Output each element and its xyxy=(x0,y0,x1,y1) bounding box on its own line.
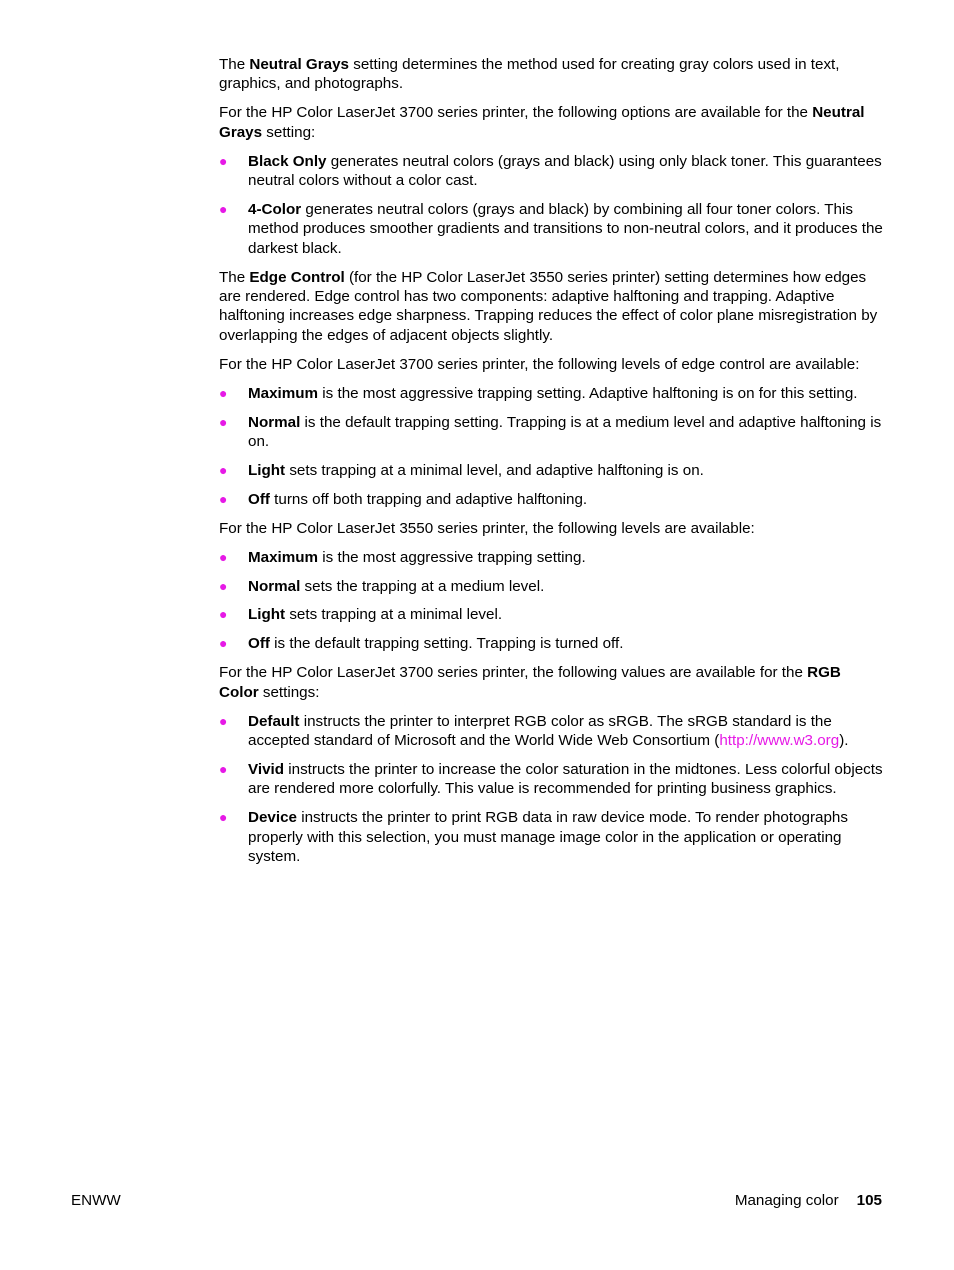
bullet-icon: ● xyxy=(219,577,228,594)
list-item xyxy=(219,808,883,866)
list-rgb-color-values xyxy=(219,712,883,867)
bullet-icon: ● xyxy=(219,461,228,478)
text: generates neutral colors (grays and black) by combining all four toner colors. This method produces smoother gradients and transitions to non-neutral colors, and it produces the darkest black. xyxy=(248,200,883,257)
term: Off xyxy=(248,635,270,653)
text: settings: xyxy=(258,683,320,701)
list-item xyxy=(219,577,883,596)
term: Off xyxy=(248,490,270,508)
bullet-icon: ● xyxy=(219,413,228,430)
term: Default xyxy=(248,712,300,730)
text: sets the trapping at a medium level. xyxy=(300,577,545,595)
text: (for the HP Color LaserJet 3550 series printer) setting determines how edges are rendered. Edge control has two components: adaptive halftoning and trapping. Adaptive halftoning increases edge sharpness. Trapping reduces the effect of color plane misregistration by overlapping the edges of adjacent objects slightly. xyxy=(219,268,878,344)
paragraph-3550-levels: For the HP Color LaserJet 3550 series printer, the following levels are available: xyxy=(219,519,755,537)
term: Vivid xyxy=(248,760,285,778)
text: instructs the printer to interpret RGB color as sRGB. The sRGB standard is the accepted standard of Microsoft and the World Wide Web Consortium ( xyxy=(248,712,832,749)
list-item xyxy=(219,413,883,452)
bullet-icon: ● xyxy=(219,384,228,401)
bullet-icon: ● xyxy=(219,760,228,777)
list-item xyxy=(219,605,883,624)
footer-right xyxy=(735,1192,882,1209)
bullet-icon: ● xyxy=(219,606,228,623)
paragraph-3700-edge-levels: For the HP Color LaserJet 3700 series printer, the following levels of edge control are available: xyxy=(219,355,860,373)
page-number: 105 xyxy=(856,1192,882,1209)
bullet-icon: ● xyxy=(219,152,228,169)
footer-enww: ENWW xyxy=(71,1192,121,1209)
paragraph-neutral-grays-options xyxy=(219,103,883,142)
list-item xyxy=(219,712,883,751)
term: Light xyxy=(248,606,286,624)
term: Normal xyxy=(248,413,301,431)
term-rgb-color: RGB Color xyxy=(219,664,841,701)
term: Light xyxy=(248,461,286,479)
term: Device xyxy=(248,809,297,827)
paragraph-neutral-grays xyxy=(219,55,883,94)
text: sets trapping at a minimal level. xyxy=(285,606,503,624)
list-item xyxy=(219,634,883,653)
text: generates neutral colors (grays and black) using only black toner. This guarantees neutral colors without a color cast. xyxy=(248,152,882,190)
bullet-icon: ● xyxy=(219,200,228,217)
bullet-icon: ● xyxy=(219,712,228,729)
text: For the HP Color LaserJet 3700 series printer, the following values are available for the xyxy=(219,664,808,682)
term: Normal xyxy=(248,577,301,595)
text: The xyxy=(219,56,250,73)
list-neutral-grays-options xyxy=(219,152,883,259)
text: sets trapping at a minimal level, and adaptive halftoning is on. xyxy=(285,461,704,479)
text: ). xyxy=(839,731,849,749)
list-item xyxy=(219,760,883,799)
text: is the default trapping setting. Trapping is turned off. xyxy=(269,635,624,653)
bullet-icon: ● xyxy=(219,490,228,507)
list-item xyxy=(219,384,883,403)
text: is the most aggressive trapping setting. xyxy=(318,548,586,566)
text: For the HP Color LaserJet 3700 series printer, the following options are available for the xyxy=(219,104,813,122)
term-neutral-grays: Neutral Grays xyxy=(249,56,349,73)
term: Black Only xyxy=(248,152,327,170)
text: is the default trapping setting. Trapping is at a medium level and adaptive halftoning is on. xyxy=(248,413,882,450)
term-neutral-grays: Neutral Grays xyxy=(219,104,865,141)
footer-section-title: Managing color xyxy=(734,1192,839,1209)
w3c-link[interactable]: http://www.w3.org xyxy=(719,731,840,749)
list-3550-levels xyxy=(219,548,883,654)
text: setting determines the method used for creating gray colors used in text, graphics, and photographs. xyxy=(219,56,840,93)
term-edge-control: Edge Control xyxy=(249,268,345,286)
bullet-icon: ● xyxy=(219,548,228,565)
text: The xyxy=(219,268,250,286)
list-item xyxy=(219,152,883,191)
text: is the most aggressive trapping setting. Adaptive halftoning is on for this setting. xyxy=(318,384,858,402)
list-item xyxy=(219,200,883,258)
text: instructs the printer to increase the color saturation in the midtones. Less colorful objects are rendered more colorfully. This value is recommended for printing business graphics. xyxy=(248,760,883,798)
paragraph-edge-control xyxy=(219,268,883,346)
term: Maximum xyxy=(248,548,319,566)
bullet-icon: ● xyxy=(219,635,228,652)
term: Maximum xyxy=(248,384,319,402)
text: instructs the printer to print RGB data in raw device mode. To render photographs properly with this selection, you must manage image color in the application or operating system. xyxy=(248,809,848,865)
list-item xyxy=(219,548,883,567)
list-item xyxy=(219,490,883,509)
list-3700-edge-levels xyxy=(219,384,883,510)
term: 4-Color xyxy=(248,200,302,218)
text: turns off both trapping and adaptive halftoning. xyxy=(269,490,588,508)
list-item xyxy=(219,461,883,480)
bullet-icon: ● xyxy=(219,809,228,826)
page-content xyxy=(219,55,883,876)
text: setting: xyxy=(262,123,316,141)
paragraph-rgb-color xyxy=(219,663,883,702)
